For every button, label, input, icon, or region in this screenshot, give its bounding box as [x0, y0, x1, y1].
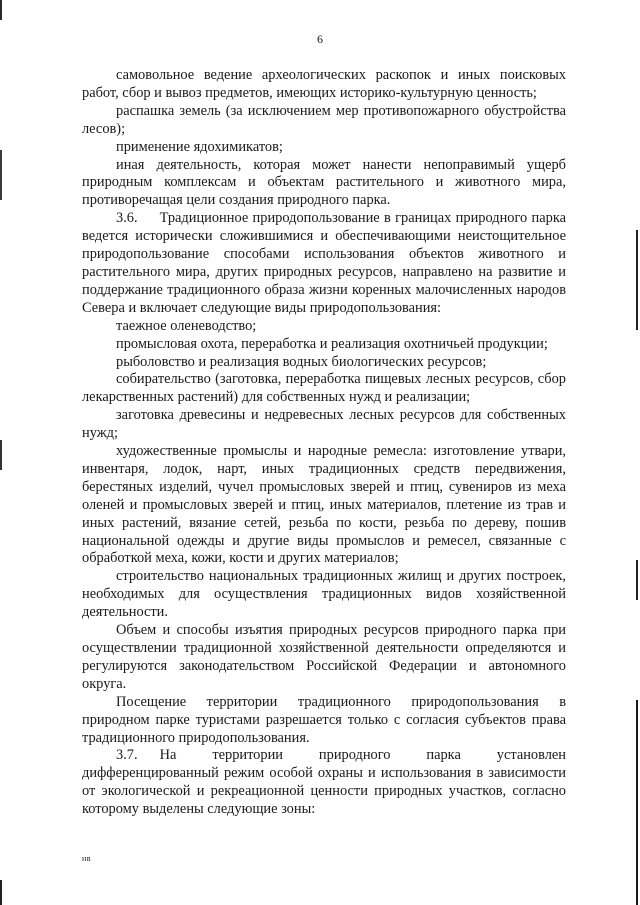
paragraph: промысловая охота, переработка и реализация охотничьей продукции;: [116, 335, 548, 352]
paragraph: рыболовство и реализация водных биологических ресурсов;: [116, 353, 487, 370]
section-number: 3.6.: [116, 210, 138, 227]
section-3-7-paragraph: [82, 747, 566, 819]
paragraph: применение ядохимикатов;: [116, 138, 283, 155]
paragraph: заготовка древесины и недревесных лесных ресурсов для собственных нужд;: [82, 407, 566, 442]
document-body: [82, 67, 566, 819]
page-number: 6: [317, 32, 323, 46]
paragraph: самовольное ведение археологических раскопок и иных поисковых работ, сбор и вывоз предметов, имеющих историко-культурную ценность;: [82, 67, 566, 101]
paragraph: таежное оленеводство;: [116, 317, 257, 334]
paragraph: собирательство (заготовка, переработка пищевых лесных ресурсов, сбор лекарственных растений) для собственных нужд и реализации;: [82, 371, 566, 406]
scan-edge-right: [636, 0, 638, 905]
section-number: 3.7.: [116, 747, 138, 764]
footer-initials: нв: [82, 854, 92, 863]
paragraph-text: Традиционное природопользование в границах природного парка ведется исторически сложившимися и обеспечивающими неистощительное природопользование способами использования объектов животного и растительного мира, других природных ресурсов, направлено на развитие и поддержание традиционного образа жизни коренных малочисленных народов Севера и включает следующие виды природопользования:: [82, 210, 566, 316]
paragraph: Посещение территории традиционного природопользования в природном парке туристами разрешается только с согласия субъектов права традиционного природопользования.: [82, 693, 566, 746]
paragraph: строительство национальных традиционных жилищ и других построек, необходимых для осуществления традиционных видов хозяйственной деятельности.: [82, 568, 566, 621]
paragraph-text: На территории природного парка установлен дифференцированный режим особой охраны и использования в зависимости от экологической и рекреационной ценности природных участков, согласно которому выделены следующие зоны:: [82, 747, 566, 818]
section-3-6-paragraph: [82, 210, 566, 317]
paragraph: иная деятельность, которая может нанести непоправимый ущерб природным комплексам и объектам растительного и животного мира, противоречащая цели создания природного парка.: [82, 156, 566, 209]
paragraph: распашка земель (за исключением мер противопожарного обустройства лесов);: [82, 102, 566, 137]
paragraph: художественные промыслы и народные ремесла: изготовление утвари, инвентаря, лодок, нарт, иных традиционных средств передвижения, берестяных изделий, чучел промысловых зверей и птиц, сувениров из меха оленей и промысловых зверей и птиц, иных материалов, плетение из трав и иных растений, вязание сетей, резьба по кости, резьба по дереву, пошив национальной одежды и другие виды промыслов и ремесел, связанные с обработкой меха, кожи, кости и других материалов;: [82, 443, 566, 567]
scan-edge-left: [0, 0, 2, 905]
paragraph: Объем и способы изъятия природных ресурсов природного парка при осуществлении традиционной хозяйственной деятельности определяются и регулируются законодательством Российской Федерации и автономного округа.: [82, 622, 566, 692]
